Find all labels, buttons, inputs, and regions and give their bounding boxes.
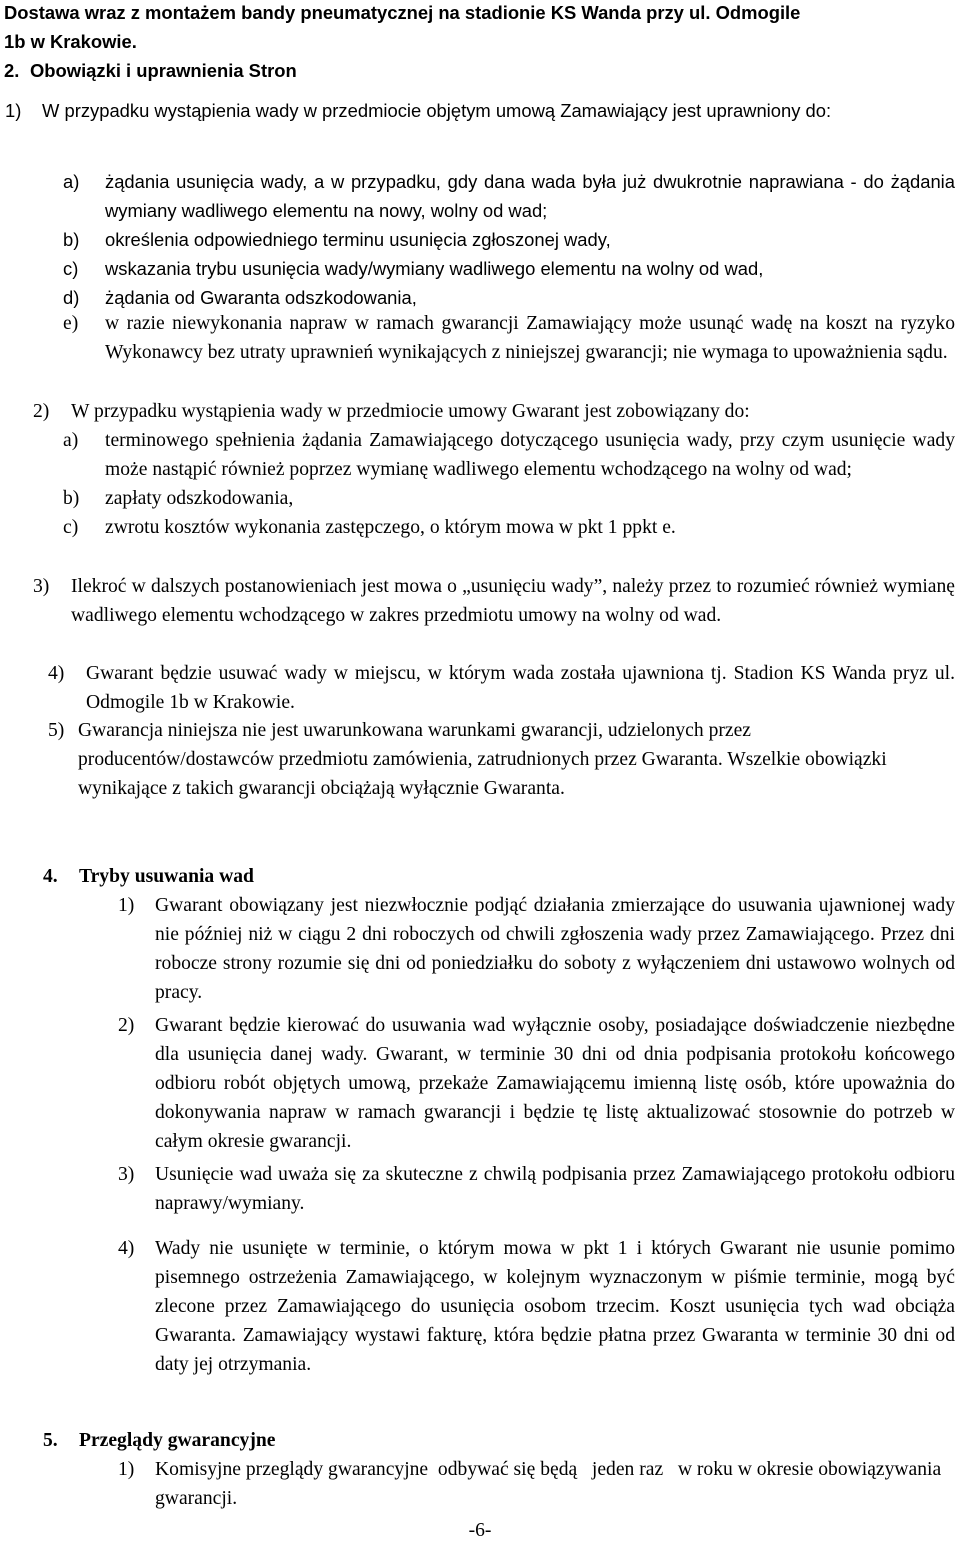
section-2-point-2-items [63,426,955,542]
point-text: W przypadku wystąpienia wady w przedmiocie objętym umową Zamawiający jest uprawniony do: [42,100,832,121]
section-number: 5. [43,1430,58,1451]
section-4-items [118,891,955,1379]
document-title [4,0,956,56]
page-number: -6- [468,1520,492,1541]
title-line-2: 1b w Krakowie. [4,31,137,52]
section-title: Tryby usuwania wad [79,866,254,887]
section-2-point-5: 5) Gwarancja niniejsza nie jest uwarunkowana warunkami gwarancji, udzielonych przez producentów/dostawców przedmiotu zamówienia, zatrudnionych przez Gwaranta. Wszelkie obowiązki wynikające z takich gwarancji obciążają wyłącznie Gwaranta. [48,720,887,799]
list-item: b) zapłaty odszkodowania, [63,488,294,509]
section-5-items [118,1455,955,1513]
section-number: 2. [4,60,20,81]
list-item: c) zwrotu kosztów wykonania zastępczego, o którym mowa w pkt 1 ppkt e. [63,517,676,538]
list-item: 1) Gwarant obowiązany jest niezwłocznie podjąć działania zmierzające do usuwania ujawnionej wady nie później niż w ciągu 2 dni roboczych od chwili zgłoszenia wady przez Zamawiającego. Przez dni robocze strony rozumie się dni od poniedziałku do soboty z wyłączeniem dni ustawowo wolnych od pracy. [118,895,955,1003]
section-number: 4. [43,866,58,887]
section-2-heading [4,56,297,85]
section-title: Przeglądy gwarancyjne [79,1430,276,1451]
section-4-heading [43,862,254,891]
list-item: c) wskazania trybu usunięcia wady/wymiany wadliwego elementu na wolny od wad, [63,258,764,279]
list-item: 3) Usunięcie wad uważa się za skuteczne z chwilą podpisania przez Zamawiającego protokołu odbioru naprawy/wymiany. [118,1164,955,1214]
section-2-point-2: 2) W przypadku wystąpienia wady w przedmiocie umowy Gwarant jest zobowiązany do: [33,401,750,422]
list-item: 2) Gwarant będzie kierować do usuwania wad wyłącznie osoby, posiadające doświadczenie niezbędne dla usunięcia danej wady. Gwarant, w terminie 30 dni od dnia podpisania protokołu końcowego odbioru robót objętych umową, przekaże Zamawiającemu imienną listę osób, które upoważnia do dokonywania napraw w ramach gwarancji i będzie tę listę aktualizować stosownie do potrzeb w całym okresie gwarancji. [118,1015,955,1152]
title-line-1: Dostawa wraz z montażem bandy pneumatycznej na stadionie KS Wanda przy ul. Odmogile [4,2,801,23]
point-number: 1) [5,100,22,121]
list-item: d) żądania od Gwaranta odszkodowania, [63,287,417,308]
section-2-point-1-items [63,167,955,312]
section-2-point-1-item-e: e) w razie niewykonania napraw w ramach gwarancji Zamawiający może usunąć wadę na koszt na ryzyko Wykonawcy bez utraty uprawnień wynikających z niniejszej gwarancji; nie wymaga to upoważnienia sądu. [63,313,955,363]
section-2-point-1 [5,96,955,125]
section-title: Obowiązki i uprawnienia Stron [30,60,297,81]
section-2-point-4: 4) Gwarant będzie usuwać wady w miejscu, w którym wada została ujawniona tj. Stadion KS Wanda pryz ul. Odmogile 1b w Krakowie. [48,663,955,713]
list-item: 4) Wady nie usunięte w terminie, o którym mowa w pkt 1 i których Gwarant nie usunie pomimo pisemnego ostrzeżenia Zamawiającego, w kolejnym wyznaczonym w piśmie terminie, mogą być zlecone przez Zamawiającego do usunięcia osobom trzecim. Koszt usunięcia tych wad obciąża Gwaranta. Zamawiający wystawi fakturę, która będzie płatna przez Gwaranta w terminie 30 dni od daty jej otrzymania. [118,1238,955,1375]
list-item: b) określenia odpowiedniego terminu usunięcia zgłoszonej wady, [63,229,611,250]
list-item: 1) Komisyjne przeglądy gwarancyjne odbywać się będą jeden raz w roku w okresie obowiązywania gwarancji. [118,1459,947,1509]
section-5-heading [43,1426,275,1455]
section-2-point-3: 3) Ilekroć w dalszych postanowieniach jest mowa o „usunięciu wady”, należy przez to rozumieć również wymianę wadliwego elementu wchodzącego w zakres przedmiotu umowy na wolny od wad. [33,576,955,626]
list-item: a) żądania usunięcia wady, a w przypadku, gdy dana wada była już dwukrotnie naprawiana - do żądania wymiany wadliwego elementu na nowy, wolny od wad; [63,171,955,221]
list-item: a) terminowego spełnienia żądania Zamawiającego dotyczącego usunięcia wady, przy czym usunięcie wady może nastąpić również poprzez wymianę wadliwego elementu wchodzącego na wolny od wad; [63,430,955,480]
